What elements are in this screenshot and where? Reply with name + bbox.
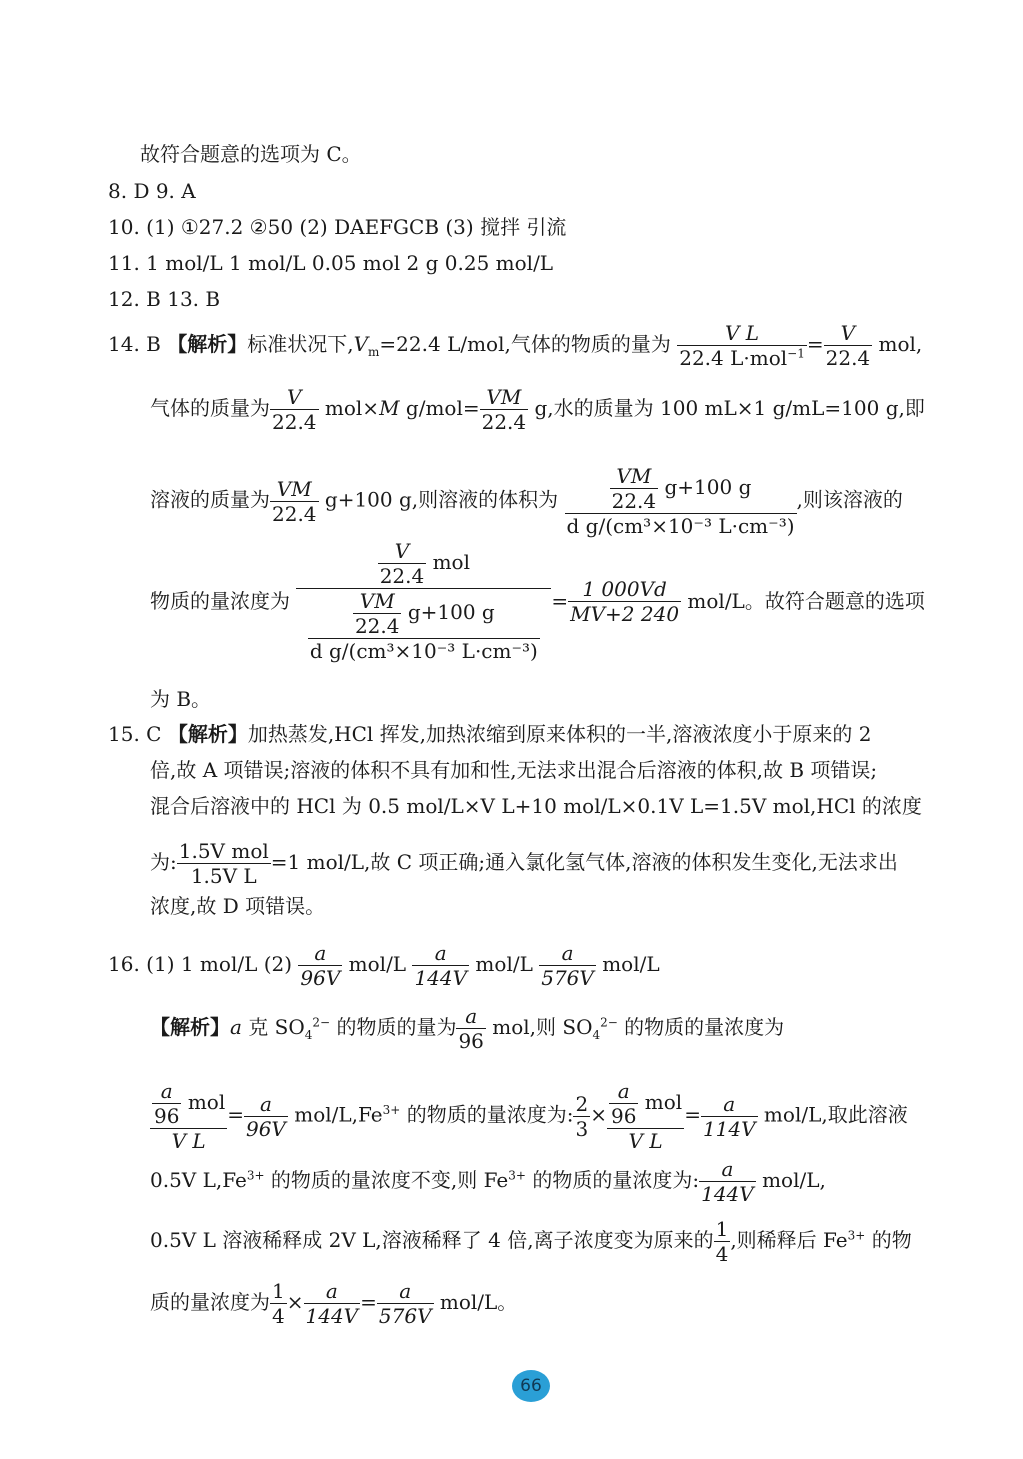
- symbol: V: [353, 332, 369, 356]
- compound-fraction: $\frac{a}{96}$ mol V L: [150, 1080, 227, 1152]
- text: mol,: [872, 332, 923, 356]
- fraction: $\frac{a}{576V}$: [378, 1279, 432, 1328]
- fraction: $\frac{2}{3}$: [575, 1091, 589, 1141]
- answer-16-line1: 16. (1) 1 mol/L (2) $\frac{a}{96V}$ mol/L $\frac{a}{144V}$ mol/L $\frac{a}{576V}$ mol/L: [108, 941, 660, 990]
- answer-12-13: 12. B 13. B: [108, 287, 221, 311]
- analysis-tag: 【解析】: [167, 332, 248, 356]
- answer-16-line4: 0.5V $L,Fe^{3+}$ 的物质的量浓度不变,则 $Fe^{3+}$ 的物质的量浓度为: $\frac{a}{144V}$ mol/L,: [150, 1157, 826, 1206]
- question-label: 16. (1) 1 mol/L (2): [108, 952, 299, 976]
- answer-10: 10. (1) ①27.2 ②50 (2) DAEFGCB (3) 搅拌 引流: [108, 215, 567, 239]
- answer-11: 11. 1 mol/L 1 mol/L 0.05 mol 2 g 0.25 mol/L: [108, 251, 554, 275]
- text: 标准状况下,: [247, 332, 354, 356]
- text: 溶液的质量为: [150, 487, 270, 512]
- text: =1 mol/L,故 C 项正确;通入氯化氢气体,溶液的体积发生变化,无法求出: [270, 850, 898, 874]
- fraction: $\frac{1}{4}$: [715, 1217, 729, 1266]
- answer-8-9: 8. D 9. A: [108, 179, 196, 203]
- text: g/mol=: [399, 396, 480, 420]
- question-label: 14. B: [108, 332, 168, 356]
- fraction: $\frac{a}{144V}$: [701, 1157, 754, 1206]
- answer-14-line1: 14. B 【解析】标准状况下$,V_m=22.4$ L/mol,气体的物质的量为 $\frac{\text{V L}}{22.4 L\cdot mol^{-1}}$ = $\frac{V}{22.4}$ mol,: [108, 321, 923, 370]
- answer-14-line2: 气体的质量为 $\frac{V}{22.4}$ mol×M g/mol= $\frac{VM}{22.4}$ g,水的质量为 100 mL×1 g/mL=100 g,即: [150, 385, 925, 434]
- text-line: 故符合题意的选项为 C。: [140, 142, 362, 166]
- fraction: $\frac{a}{144V}$: [305, 1279, 359, 1328]
- text: mol×: [318, 396, 380, 420]
- fraction: $\frac{a}{576V}$: [541, 941, 594, 990]
- fraction: $\frac{V}{22.4}$: [825, 321, 871, 370]
- fraction: $\frac{1}{4}$: [272, 1279, 285, 1328]
- text: 加热蒸发,HCl 挥发,加热浓缩到原来体积的一半,溶液浓度小于原来的 2: [247, 722, 872, 746]
- answer-15-line4: 为: $\frac{\text{1.5V mol}}{\text{1.5V L}}$ =1 mol/L,故 C 项正确;通入氯化氢气体,溶液的体积发生变化,无法求出: [150, 839, 898, 888]
- answer-14-line3: [150, 465, 903, 537]
- answer-16-line2: 【解析】a 克 $SO_4^{2-}$ 的物质的量为 $\frac{a}{96}$ mol,则 $SO_4^{2-}$ 的物质的量浓度为: [150, 1004, 785, 1053]
- text: 气体的质量为: [150, 396, 270, 420]
- analysis-tag: 【解析】: [150, 1015, 230, 1039]
- fraction: $\frac{VM}{22.4}$: [272, 476, 317, 526]
- text-line: 混合后溶液中的 HCl 为 0.5 mol/L×V L+10 mol/L×0.1V L=1.5V mol,HCl 的浓度: [150, 794, 922, 818]
- fraction: $\frac{VM}{22.4}$: [481, 385, 527, 434]
- big-fraction: $\frac{V}{22.4}$ mol $\frac{VM}{22.4}$ g+100 g d g/(cm³×10⁻³ L·cm⁻³): [296, 540, 551, 662]
- subscript: m: [368, 345, 380, 359]
- text: mol/L。故符合题意的选项: [681, 589, 925, 613]
- text: 物质的量浓度为: [150, 589, 290, 613]
- compound-fraction: $\frac{a}{96}$ mol V L: [607, 1080, 684, 1152]
- text: ,则该溶液的: [796, 487, 903, 512]
- question-label: 15. C: [108, 722, 168, 746]
- fraction: $\frac{a}{96V}$: [300, 941, 341, 990]
- text: =22.4 L/mol,气体的物质的量为: [379, 332, 671, 356]
- text: g,水的质量为 100 mL×1 g/mL=100 g,即: [528, 396, 925, 420]
- compound-fraction: $\frac{VM}{22.4}$ g+100 g d g/(cm³×10⁻³ L·cm⁻³): [566, 464, 795, 538]
- fraction: $\frac{1 000Vd}{MV+2 240}$: [570, 576, 680, 626]
- text-line: 为 B。: [150, 687, 212, 711]
- fraction: $\frac{V}{22.4}$: [272, 385, 317, 434]
- answer-16-line6: 质的量浓度为 $\frac{1}{4}$ × $\frac{a}{144V}$ = $\frac{a}{576V}$ mol/L。: [150, 1279, 518, 1328]
- answer-15-line1: [108, 720, 871, 748]
- text: g+100 g,则溶液的体积为: [318, 487, 559, 512]
- fraction: $\frac{a}{96}$: [458, 1004, 484, 1053]
- fraction: $\frac{\text{V L}}{22.4 L\cdot mol^{-1}}$: [679, 321, 805, 370]
- fraction: $\frac{\text{1.5V mol}}{\text{1.5V L}}$: [178, 839, 269, 888]
- answer-14-line4: 物质的量浓度为 $\frac{V}{22.4}$ mol $\frac{VM}{22.4}$ g+100 g d g/(cm³×10⁻³ L·cm⁻³) = $\frac{1 000Vd}{MV+2 240}$ mol/L。故符合题意的选项: [150, 539, 925, 663]
- analysis-tag: 【解析】: [167, 722, 248, 746]
- answer-16-line3: $\frac{a}{96}$ mol V L = $\frac{a}{96V}$ mol/$L,Fe^{3+}$ 的物质的量浓度为: $\frac{2}{3}$ × $\frac{a}{96}$ mol V L = $\frac{a}{114V}$ mol/L,取此溶液: [150, 1080, 908, 1152]
- answer-16-line5: 0.5V L 溶液稀释成 2V L,溶液稀释了 4 倍,离子浓度变为原来的 $\frac{1}{4}$ ,则稀释后 $Fe^{3+}$ 的物: [150, 1217, 912, 1266]
- fraction: $\frac{a}{96V}$: [245, 1091, 286, 1141]
- fraction: $\frac{a}{144V}$: [414, 941, 468, 990]
- fraction: $\frac{a}{114V}$: [702, 1091, 756, 1141]
- text-line: 倍,故 A 项错误;溶液的体积不具有加和性,无法求出混合后溶液的体积,故 B 项错误;: [150, 758, 878, 782]
- page-number: 66: [512, 1370, 550, 1402]
- text-line: 浓度,故 D 项错误。: [150, 894, 326, 918]
